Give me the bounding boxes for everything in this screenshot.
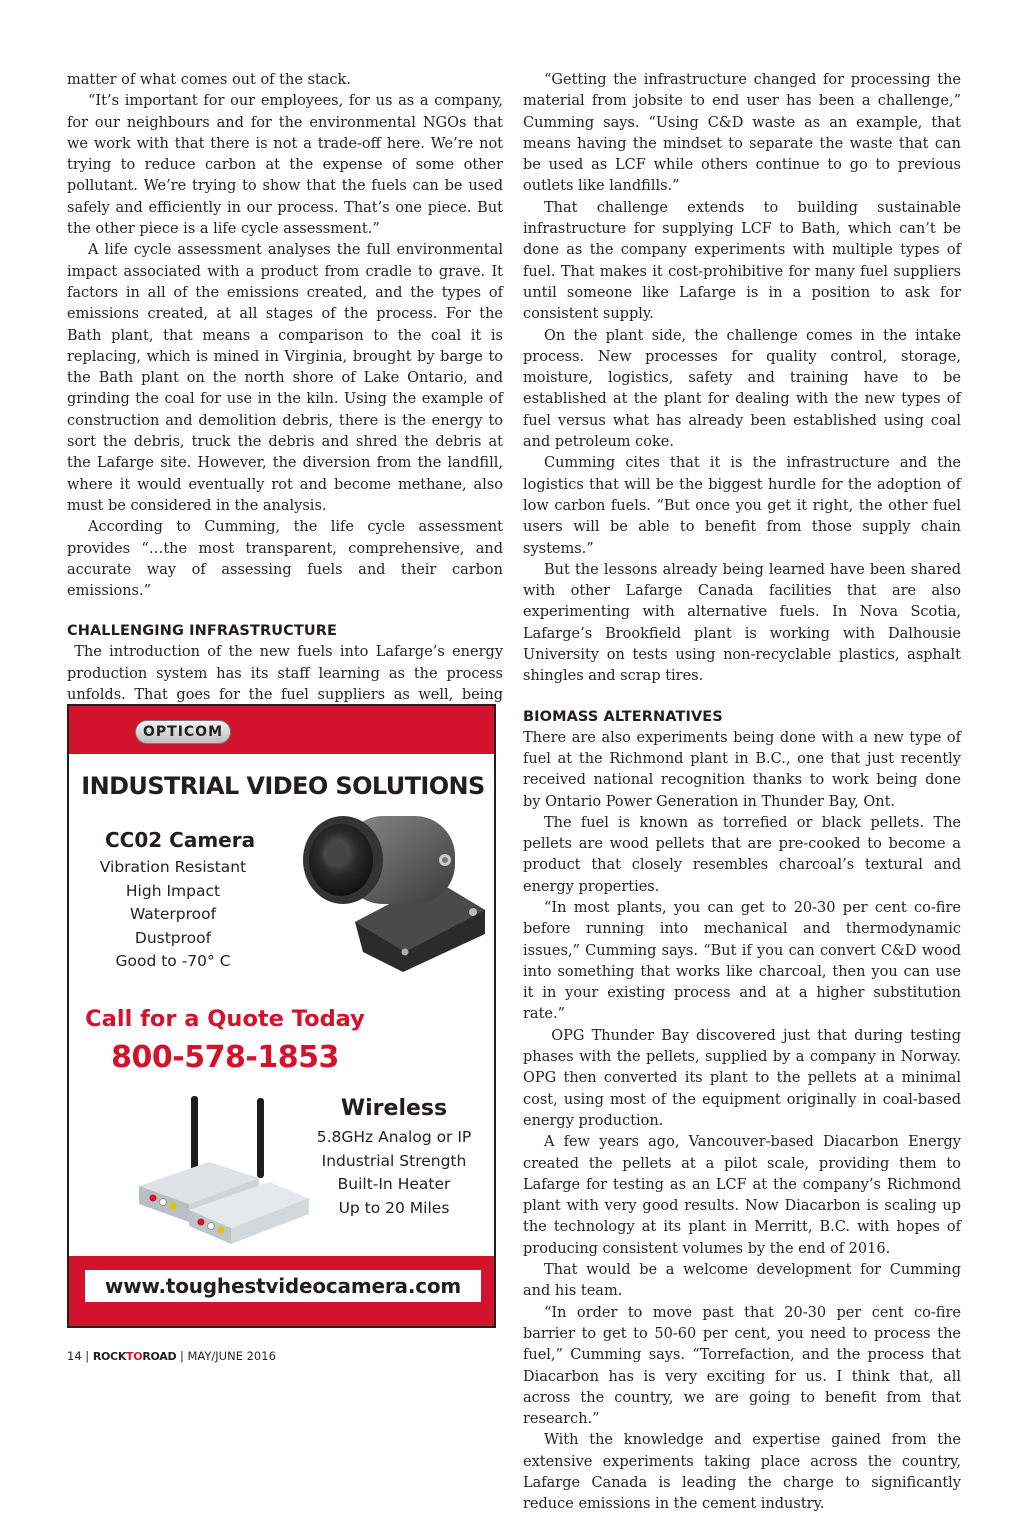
paragraph: There are also experiments being done with a new type of fuel at the Richmond plant in B.C., one that just recently received national recognition thanks to work being done by Ontario Power Generation in Thunder Bay, Ont.	[523, 729, 961, 810]
feature-item: Up to 20 Miles	[338, 1198, 450, 1217]
opticom-logo: OPTICOM	[135, 720, 231, 744]
camera-illustration-icon	[285, 802, 490, 982]
paragraph: The introduction of the new fuels into Lafarge’s energy production system has its staff learning as the process unfolds. That goes for the fuel suppliers as well, being	[67, 644, 504, 704]
paragraph: With the knowledge and expertise gained from the extensive experiments taking place across the country, Lafarge Canada is leading the charge to significantly reduce emissions in the cement industry.	[523, 1432, 961, 1513]
brand-part: TO	[126, 1350, 143, 1363]
paragraph: Cumming cites that it is the infrastructure and the logistics that will be the biggest hurdle for the adoption of low carbon fuels. “But once you get it right, the other fuel users will be able to benefit from those supply chain systems.”	[523, 455, 961, 557]
feature-item: Dustproof	[134, 928, 212, 947]
paragraph: But the lessons already being learned have been shared with other Lafarge Canada facilities that are also experimenting with alternative fuels. In Nova Scotia, Lafarge’s Brookfield plant is working with Dalhousie University on tests using non-recyclable plastics, asphalt shingles and scrap tires.	[523, 561, 961, 685]
advertisement	[67, 704, 496, 1328]
wireless-features	[299, 1126, 489, 1220]
wireless-receivers-illustration-icon	[139, 1094, 309, 1244]
feature-item: Vibration Resistant	[99, 858, 247, 876]
footer-separator: |	[179, 1349, 184, 1363]
ad-url: www.toughestvideocamera.com	[85, 1270, 481, 1302]
paragraph: The fuel is known as torrefied or black pellets. The pellets are wood pellets that are pre-cooked to become a product that closely resembles charcoal’s textural and energy properties.	[523, 814, 961, 895]
paragraph: “In most plants, you can get to 20-30 per cent co-fire before running into mechanical and thermodynamic issues,” Cumming says. “But if you can convert C&D wood into something that works like charcoal, then you can use it in your existing process and at a higher substitution rate.”	[523, 899, 961, 1023]
feature-item: Good to -70° C	[115, 952, 231, 970]
camera-name: CC02 Camera	[105, 828, 256, 852]
ad-footer-bar	[69, 1256, 494, 1326]
brand-part: ROAD	[142, 1350, 177, 1363]
paragraph: “Getting the infrastructure changed for processing the material from jobsite to end user has been a challenge,” Cumming says. “Using C&D waste as an example, that means having the mindset to separate the waste that can be used as LCF while others continue to go to previous outlets like landfills.”	[523, 72, 961, 195]
feature-item: Waterproof	[129, 905, 217, 923]
paragraph: matter of what comes out of the stack.	[67, 72, 351, 88]
page-footer	[67, 1349, 276, 1363]
feature-item: 5.8GHz Analog or IP	[316, 1128, 472, 1146]
ad-call-to-action: Call for a Quote Today	[85, 1006, 365, 1032]
camera-features	[89, 856, 257, 974]
ad-title: INDUSTRIAL VIDEO SOLUTIONS	[81, 772, 485, 800]
paragraph: “In order to move past that 20-30 per cent co-fire barrier to get to 50-60 per cent, you need to process the fuel,” Cumming says. “Torrefaction, and the process that Diacarbon has is very exciting for us. I think that, all across the country, we are going to benefit from that research.”	[523, 1304, 961, 1428]
wireless-title: Wireless	[340, 1096, 448, 1121]
page-number: 14	[67, 1349, 82, 1363]
paragraph: “It’s important for our employees, for us as a company, for our neighbours and for the environmental NGOs that we work with that there is not a trade-off here. We’re not trying to reduce carbon at the expense of some other pollutant. We’re trying to show that the fuels can be used safely and efficiently in our process. That’s one piece. But the other piece is a life cycle assessment.”	[67, 93, 503, 238]
issue-date: MAY/JUNE 2016	[187, 1349, 276, 1363]
ad-phone-number: 800-578-1853	[111, 1040, 339, 1075]
feature-item: Industrial Strength	[321, 1151, 467, 1170]
paragraph: A life cycle assessment analyses the full environmental impact associated with a product from cradle to grave. It factors in all of the emissions created, and the types of emissions created, at all stages of the process. For the Bath plant, that means a comparison to the coal it is replacing, which is mined in Virginia, brought by barge to the Bath plant on the north shore of Lake Ontario, and grinding the coal for use in the kiln. Using the example of construction and demolition debris, there is the energy to sort the debris, truck the debris and shred the debris at the Lafarge site. However, the diversion from the landfill, where it would eventually rot and become methane, also must be considered in the analysis.	[67, 242, 503, 514]
section-heading: BIOMASS ALTERNATIVES	[523, 708, 723, 725]
right-column	[523, 70, 966, 1516]
ad-header-bar	[69, 706, 494, 754]
left-column	[67, 70, 503, 728]
paragraph: That challenge extends to building sustainable infrastructure for supplying LCF to Bath, which can’t be done as the company experiments with multiple types of fuel. That makes it cost-prohibitive for many fuel suppliers until someone like Lafarge is in a position to ask for consistent supply.	[523, 199, 961, 323]
paragraph: On the plant side, the challenge comes in the intake process. New processes for quality control, storage, moisture, logistics, safety and training have to be established at the plant for dealing with the new types of fuel versus what has already been established using coal and petroleum coke.	[523, 327, 961, 451]
brand-part: ROCK	[92, 1350, 127, 1363]
paragraph: OPG Thunder Bay discovered just that during testing phases with the pellets, supplied by a company in Norway. OPG then converted its plant to the pellets at a minimal cost, using most of the equipment originally in coal-based energy production.	[523, 1027, 966, 1129]
footer-separator: |	[85, 1349, 90, 1363]
section-heading: CHALLENGING INFRASTRUCTURE	[67, 623, 337, 640]
feature-item: High Impact	[125, 881, 221, 900]
magazine-brand	[93, 1350, 176, 1363]
paragraph: That would be a welcome development for Cumming and his team.	[523, 1262, 961, 1300]
feature-item: Built-In Heater	[337, 1175, 451, 1193]
paragraph: According to Cumming, the life cycle assessment provides “…the most transparent, comprehensive, and accurate way of assessing fuels and their carbon emissions.”	[67, 519, 503, 600]
paragraph: A few years ago, Vancouver-based Diacarbon Energy created the pellets at a pilot scale, providing them to Lafarge for testing as an LCF at the company’s Richmond plant with very good results. Now Diacarbon is scaling up the technology at its plant in Merritt, B.C. with hopes of producing consistent volumes by the end of 2016.	[523, 1134, 961, 1257]
